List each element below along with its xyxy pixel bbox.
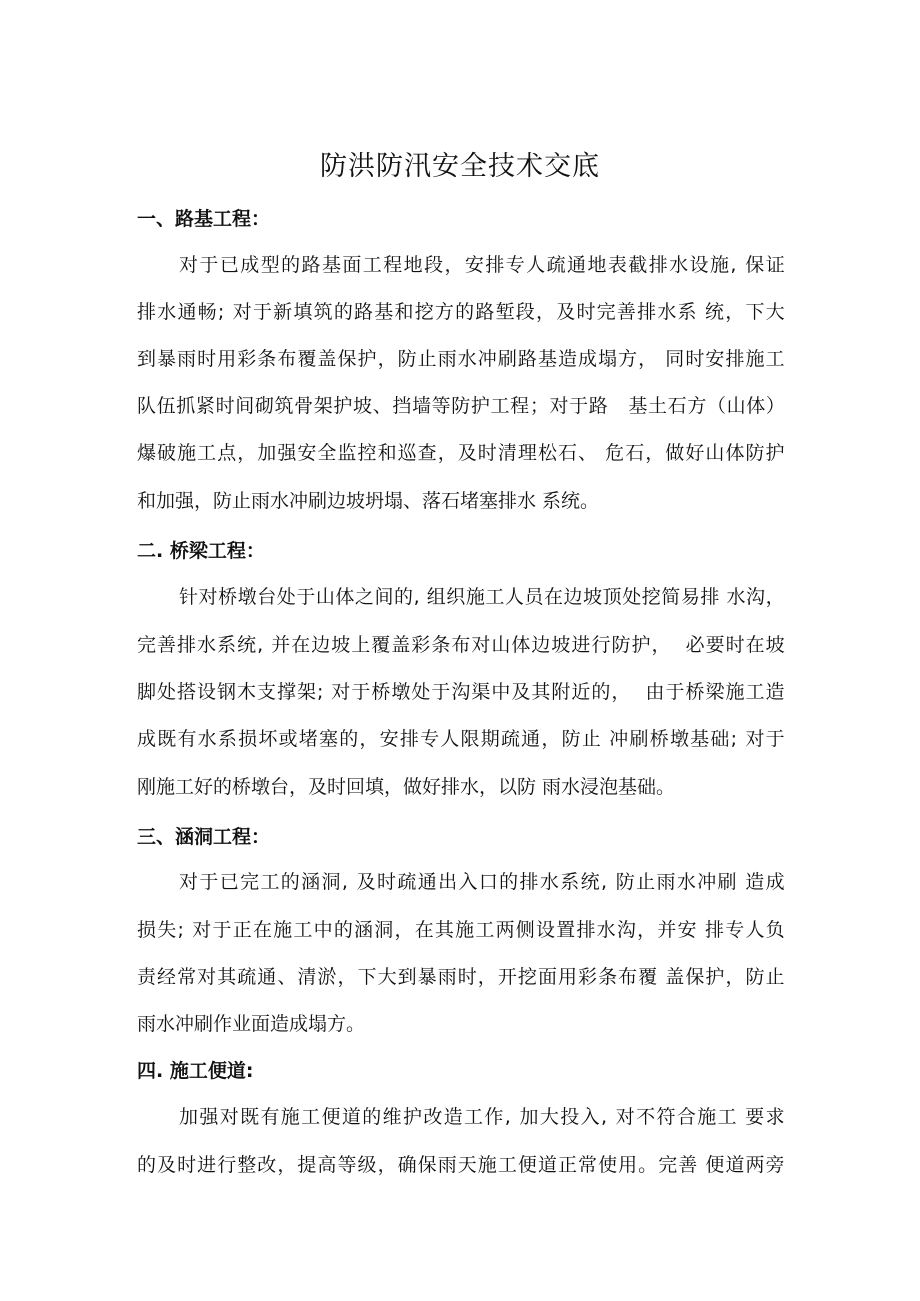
paragraph-line: 和加强，防止雨水冲刷边坡坍塌、落石堵塞排水 系统。 (137, 490, 600, 512)
paragraph-line: 队 伍 抓 紧 时 间 砌 筑 骨 架 护 坡 、 挡 墙 等 防 护 工 程 ； 对 于 路 基 土 石 方 （ 山 体 ） (137, 395, 785, 417)
paragraph-line: 对 于 已 成 型 的 路 基 面 工 程 地 段 ， 安 排 专 人 疏 通 地 表 截 排 水 设 施 , 保 证 (179, 254, 785, 276)
paragraph-line: 雨水冲刷作业面造成塌方。 (137, 1013, 366, 1035)
paragraph-line: 针 对 桥 墩 台 处 于 山 体 之 间 的 , 组 织 施 工 人 员 在 边 坡 顶 处 挖 简 易 排 水 沟 ， (179, 586, 785, 608)
paragraph-line: 到 暴 雨 时 用 彩 条 布 覆 盖 保 护 ， 防 止 雨 水 冲 刷 路 基 造 成 塌 方 ， 同 时 安 排 施 工 (137, 348, 785, 370)
document-title: 防洪防汛安全技术交底 (320, 151, 600, 182)
paragraph-line: 完 善 排 水 系 统 , 并 在 边 坡 上 覆 盖 彩 条 布 对 山 体 边 坡 进 行 防 护 ， 必 要 时 在 坡 (137, 634, 785, 656)
paragraph-line: 排 水 通 畅 ; 对 于 新 填 筑 的 路 基 和 挖 方 的 路 堑 段 ， 及 时 完 善 排 水 系 统 ， 下 大 (137, 301, 785, 323)
section-heading-culvert: 三、涵洞工程： (137, 826, 271, 848)
paragraph-line: 责 经 常 对 其 疏 通 、 清 淤 ， 下 大 到 暴 雨 时 ， 开 挖 面 用 彩 条 布 覆 盖 保 护 ， 防 止 (137, 966, 785, 988)
paragraph-line: 加 强 对 既 有 施 工 便 道 的 维 护 改 造 工 作 , 加 大 投 入 , 对 不 符 合 施 工 要 求 (179, 1106, 785, 1128)
paragraph-line: 脚 处 搭 设 钢 木 支 撑 架 ; 对 于 桥 墩 处 于 沟 渠 中 及 其 附 近 的 ， 由 于 桥 梁 施 工 造 (137, 681, 785, 703)
section-heading-access-road: 四. 施工便道: (137, 1060, 254, 1082)
paragraph-line: 爆 破 施 工 点 ， 加 强 安 全 监 控 和 巡 查 ， 及 时 清 理 松 石 、 危 石 ， 做 好 山 体 防 护 (137, 442, 785, 464)
paragraph-line: 成 既 有 水 系 损 坏 或 堵 塞 的 ， 安 排 专 人 限 期 疏 通 ， 防 止 冲 刷 桥 墩 基 础 ; 对 于 (137, 728, 785, 750)
paragraph-line: 对 于 已 完 工 的 涵 洞 , 及 时 疏 通 出 入 口 的 排 水 系 统 , 防 止 雨 水 冲 刷 造 成 (179, 871, 785, 893)
paragraph-line: 的 及 时 进 行 整 改 ， 提 高 等 级 ， 确 保 雨 天 施 工 便 道 正 常 使 用 。 完 善 便 道 两 旁 (137, 1154, 785, 1176)
paragraph-line: 损 失 ; 对 于 正 在 施 工 中 的 涵 洞 ， 在 其 施 工 两 侧 设 置 排 水 沟 ， 并 安 排 专 人 负 (137, 919, 785, 941)
section-heading-bridge: 二. 桥梁工程： (137, 540, 265, 562)
paragraph-line: 刚施工好的桥墩台，及时回填，做好排水，以防 雨水浸泡基础。 (137, 776, 676, 798)
section-heading-roadbed: 一、路基工程： (137, 208, 271, 230)
